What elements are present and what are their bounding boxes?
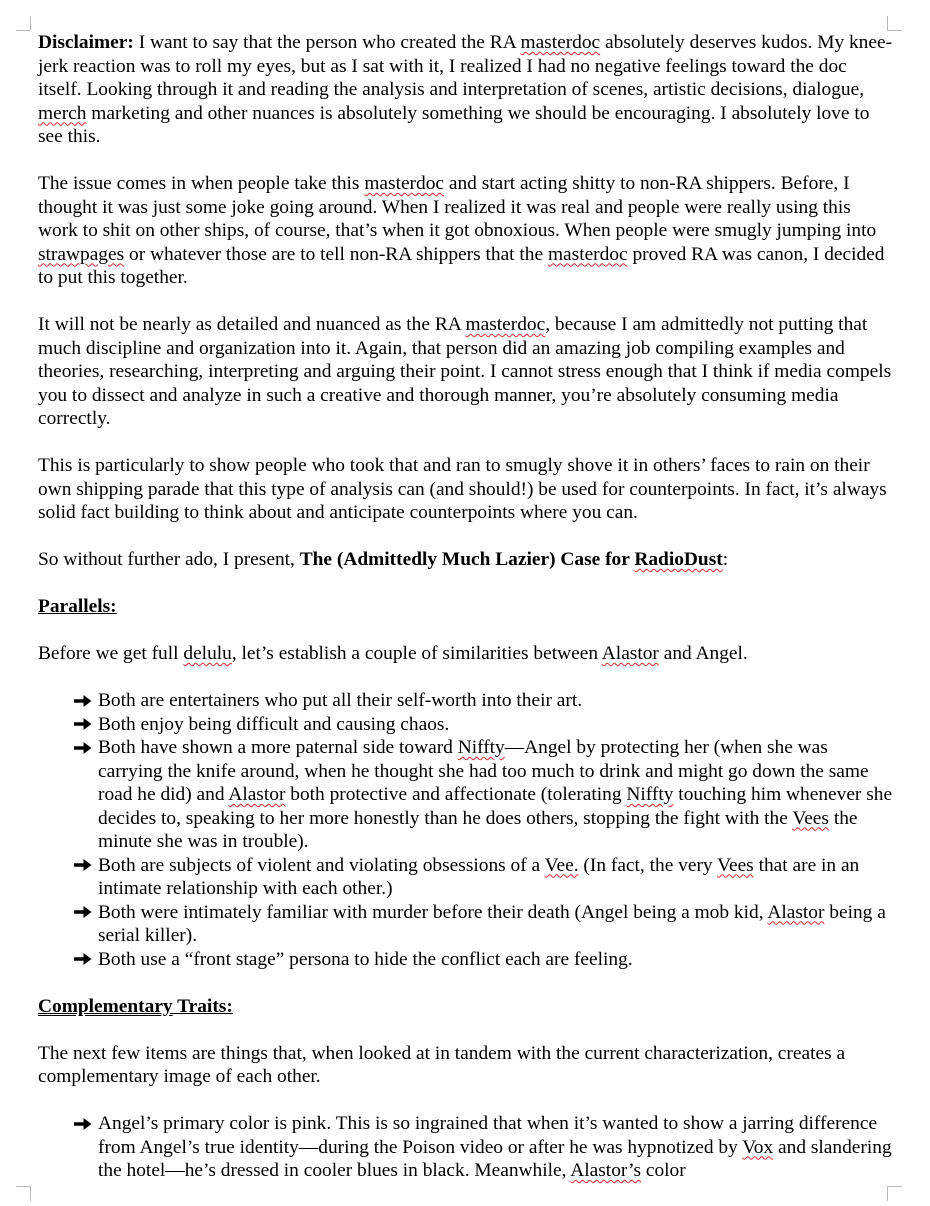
text-run: both protective and affectionate (tolerating: [285, 784, 627, 805]
complementary-intro[interactable]: The next few items are things that, when looked at in tandem with the current characterization, creates a complementary image of each other.: [38, 1042, 846, 1087]
text-run: (In fact, the very: [578, 854, 718, 876]
text-run: and Angel.: [658, 643, 748, 664]
purpose-paragraph[interactable]: This is particularly to show people who took that and ran to smugly shove it in others’ faces to rain on their own shipping parade that this type of analysis can (and should!) be used for counterpoints. In fact, it’s always solid fact building to think about and anticipate counterpoints where you can.: [38, 455, 887, 523]
text-run: Both are subjects of violent and violating obsessions of a: [98, 854, 545, 876]
text-run: It will not be nearly as detailed and nuanced as the RA: [38, 314, 466, 335]
text-run: Before we get full: [38, 643, 184, 664]
text-run: and slandering the hotel—he’s dressed in cooler blues in black. Meanwhile,: [98, 1136, 892, 1181]
right-arrow-icon: [74, 736, 92, 760]
text-run: —Angel by protecting her (when she was carrying the knife around, when he thought she had too much to drink and might go down the same road he did) and: [98, 737, 869, 805]
disclaimer-paragraph[interactable]: [38, 31, 893, 149]
disclaimer-label: Disclaimer:: [38, 32, 134, 53]
text-run: Both were intimately familiar with murder before their death (Angel being a mob kid,: [98, 901, 768, 923]
misspelled-word[interactable]: Niffty: [626, 784, 674, 805]
right-arrow-icon: [74, 854, 92, 878]
text-run: :: [722, 549, 729, 570]
list-item[interactable]: [98, 713, 893, 737]
misspelled-word[interactable]: Complementary: [38, 995, 173, 1017]
presentation-paragraph[interactable]: [38, 548, 893, 572]
misspelled-word[interactable]: masterdoc: [364, 173, 445, 194]
parallels-heading[interactable]: Parallels:: [38, 596, 117, 617]
text-run: and start acting shitty to non-RA shippers. Before, I thought it was just some joke going around. When I realized it was real and people were really using this work to shit on other ships, of course, that’s when it got obnoxious. When people were smugly jumping into: [38, 173, 877, 241]
misspelled-word[interactable]: merch: [38, 102, 87, 124]
misspelled-word[interactable]: Vee.: [544, 854, 579, 876]
text-run: touching him whenever she decides to, speaking to her more honestly than he does others, stopping the fight with the: [98, 784, 893, 829]
misspelled-word[interactable]: Alastor: [767, 901, 825, 923]
right-arrow-icon: [74, 948, 92, 972]
misspelled-word[interactable]: masterdoc: [547, 243, 628, 265]
case-title-text: The (Admittedly Much Lazier) Case for: [299, 549, 635, 570]
misspelled-word[interactable]: Niffty: [457, 737, 505, 758]
scope-paragraph[interactable]: [38, 313, 893, 431]
right-arrow-icon: [74, 689, 92, 713]
text-run: or whatever those are to tell non-RA shippers that the: [124, 243, 548, 265]
text-run: being a serial killer).: [98, 901, 886, 946]
heading-text: Traits:: [172, 995, 233, 1017]
misspelled-word[interactable]: delulu: [183, 643, 232, 664]
text-run: that are in an intimate relationship with each other.): [98, 854, 860, 899]
misspelled-word[interactable]: Vees: [792, 807, 829, 829]
document-page[interactable]: [38, 31, 893, 1206]
page-corner-mark-bottom-left: [16, 1186, 31, 1201]
misspelled-word[interactable]: Alastor: [601, 643, 659, 664]
text-run: absolutely deserves kudos. My knee-jerk reaction was to roll my eyes, but as I sat with it, I realized I had no negative feelings toward the doc itself. Looking through it and reading the analysis and interpretation of scenes, artistic decisions, dialogue,: [38, 32, 893, 100]
text-run: Both have shown a more paternal side toward: [98, 737, 458, 758]
list-item[interactable]: [98, 854, 893, 901]
misspelled-word[interactable]: Alastor’s: [570, 1160, 642, 1181]
list-item-text: Both use a “front stage” persona to hide the conflict each are feeling.: [98, 948, 633, 970]
list-item-text: Both enjoy being difficult and causing chaos.: [98, 713, 450, 735]
misspelled-word[interactable]: Vox: [742, 1136, 774, 1158]
issue-paragraph[interactable]: [38, 172, 893, 290]
misspelled-word[interactable]: masterdoc: [465, 314, 546, 335]
parallels-intro[interactable]: [38, 642, 893, 666]
text-run: The issue comes in when people take this: [38, 173, 365, 194]
parallels-list: [38, 689, 893, 971]
case-title: [300, 549, 723, 570]
misspelled-word[interactable]: strawpages: [38, 243, 125, 265]
text-run: I want to say that the person who created the RA: [133, 32, 521, 53]
complementary-traits-heading[interactable]: [38, 995, 893, 1019]
list-item[interactable]: [98, 1112, 893, 1183]
misspelled-word[interactable]: Vees: [717, 854, 754, 876]
list-item[interactable]: [98, 689, 893, 713]
right-arrow-icon: [74, 713, 92, 737]
text-run: proved RA was canon, I decided to put this together.: [38, 243, 885, 288]
misspelled-word[interactable]: RadioDust: [634, 549, 723, 570]
text-run: So without further ado, I present,: [38, 549, 300, 570]
text-run: the minute she was in trouble).: [98, 807, 858, 852]
misspelled-word[interactable]: Alastor: [228, 784, 286, 805]
list-item[interactable]: [98, 901, 893, 948]
text-run: Angel’s primary color is pink. This is so ingrained that when it’s wanted to show a jarring difference from Angel’s true identity—during the Poison video or after he was hypnotized by: [98, 1113, 878, 1158]
text-run: marketing and other nuances is absolutely something we should be encouraging. I absolutely love to see this.: [38, 102, 870, 147]
right-arrow-icon: [74, 901, 92, 925]
page-corner-mark-top-left: [16, 16, 31, 31]
text-run: color: [641, 1160, 686, 1181]
complementary-list: [38, 1112, 893, 1183]
text-run: , let’s establish a couple of similarities between: [231, 643, 602, 664]
right-arrow-icon: [74, 1112, 92, 1136]
misspelled-word[interactable]: masterdoc: [520, 32, 601, 53]
list-item[interactable]: [98, 736, 893, 854]
list-item[interactable]: [98, 948, 893, 972]
page-corner-mark-top-right: [887, 16, 902, 31]
text-run: , because I am admittedly not putting that much discipline and organization into it. Again, that person did an amazing job compiling examples and theories, researching, interpreting and arguing their point. I cannot stress enough that I think if media compels you to dissect and analyze in such a creative and thorough manner, you’re absolutely consuming media correctly.: [38, 314, 892, 429]
list-item-text: Both are entertainers who put all their self-worth into their art.: [98, 690, 583, 711]
